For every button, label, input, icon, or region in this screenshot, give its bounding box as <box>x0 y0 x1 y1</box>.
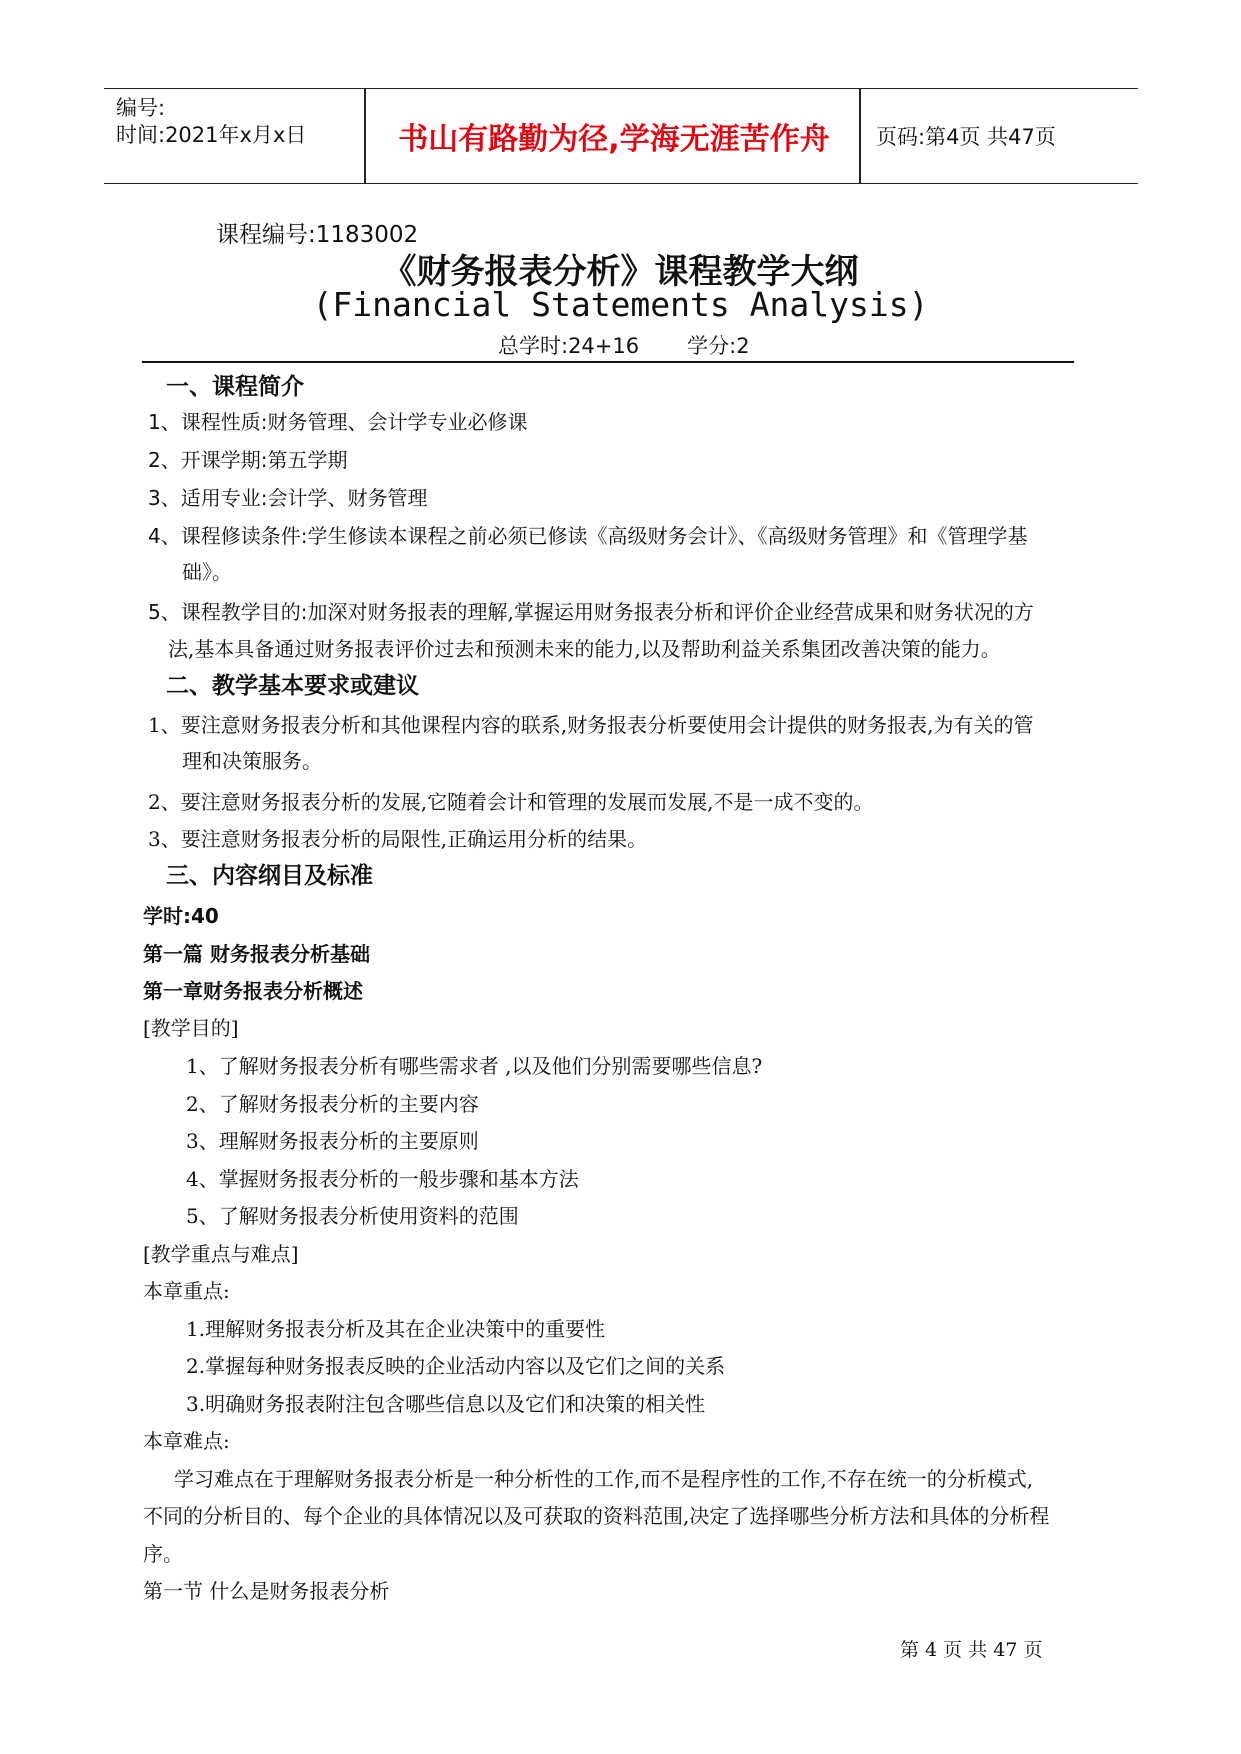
course-hours: 总学时:24+16 <box>498 334 640 358</box>
item-label: 5、课程教学目的: <box>148 600 308 624</box>
course-hours-credits <box>498 330 750 360</box>
subheading: [教学目的] <box>143 1016 239 1040</box>
subheading: [教学重点与难点] <box>143 1242 299 1266</box>
item-continuation: 础》。 <box>182 560 232 584</box>
list-item: 2、了解财务报表分析的主要内容 <box>186 1092 479 1116</box>
item-label: 1、课程性质: <box>148 410 268 434</box>
list-item: 2.掌握每种财务报表反映的企业活动内容以及它们之间的关系 <box>186 1354 726 1378</box>
list-item: 3、要注意财务报表分析的局限性,正确运用分析的结果。 <box>148 827 648 851</box>
title-divider <box>142 361 1074 363</box>
course-code: 课程编号:1183002 <box>216 222 419 248</box>
header-motto: 书山有路勤为径,学海无涯苦作舟 <box>398 122 830 157</box>
page-subtitle: (Financial Statements Analysis) <box>312 285 929 324</box>
section-title: 第一节 什么是财务报表分析 <box>143 1579 390 1603</box>
paragraph-line: 序。 <box>143 1542 183 1566</box>
course-credits: 学分:2 <box>687 334 750 358</box>
header-divider <box>859 89 861 183</box>
header-page: 页码:第4页 共47页 <box>876 125 1056 149</box>
item-text: 第五学期 <box>267 448 348 472</box>
list-item: 1、了解财务报表分析有哪些需求者 ,以及他们分别需要哪些信息? <box>186 1054 763 1078</box>
list-item: 5、了解财务报表分析使用资料的范围 <box>186 1204 519 1228</box>
list-item: 4、掌握财务报表分析的一般步骤和基本方法 <box>186 1167 579 1191</box>
chapter-title: 第一章财务报表分析概述 <box>143 979 363 1003</box>
page-title: 《财务报表分析》课程教学大纲 <box>382 252 859 292</box>
item-label: 4、课程修读条件: <box>148 524 308 548</box>
list-item: 1、要注意财务报表分析和其他课程内容的联系,财务报表分析要使用会计提供的财务报表,为有关的管 <box>148 713 1034 737</box>
total-hours: 学时:40 <box>143 904 219 928</box>
subheading: 本章重点: <box>143 1279 230 1303</box>
list-item <box>148 520 1027 549</box>
list-item <box>148 596 1034 625</box>
list-item: 3、理解财务报表分析的主要原则 <box>186 1129 479 1153</box>
list-item: 1.理解财务报表分析及其在企业决策中的重要性 <box>186 1317 606 1341</box>
paragraph-line: 不同的分析目的、每个企业的具体情况以及可获取的资料范围,决定了选择哪些分析方法和具体的分析程 <box>143 1504 1050 1528</box>
list-item: 3.明确财务报表附注包含哪些信息以及它们和决策的相关性 <box>186 1392 706 1416</box>
item-text: 学生修读本课程之前必须已修读《高级财务会计》、《高级财务管理》和《管理学基 <box>307 524 1028 548</box>
section-heading: 二、教学基本要求或建议 <box>166 673 419 699</box>
item-label: 2、开课学期: <box>148 448 268 472</box>
page-header <box>104 88 1138 184</box>
section-heading: 三、内容纲目及标准 <box>166 863 373 889</box>
header-number: 编号: <box>116 96 166 120</box>
list-item <box>148 406 527 435</box>
list-item: 2、要注意财务报表分析的发展,它随着会计和管理的发展而发展,不是一成不变的。 <box>148 790 874 814</box>
item-text: 会计学、财务管理 <box>267 486 428 510</box>
paragraph-line: 学习难点在于理解财务报表分析是一种分析性的工作,而不是程序性的工作,不存在统一的分析模式, <box>174 1467 1034 1491</box>
item-label: 3、适用专业: <box>148 486 268 510</box>
item-continuation: 理和决策服务。 <box>182 749 322 773</box>
item-text: 财务管理、会计学专业必修课 <box>267 410 528 434</box>
list-item <box>148 482 427 511</box>
header-meta <box>116 95 306 149</box>
part-title: 第一篇 财务报表分析基础 <box>143 942 370 966</box>
header-divider <box>364 89 366 183</box>
section-heading: 一、课程简介 <box>166 374 304 400</box>
item-continuation: 法,基本具备通过财务报表评价过去和预测未来的能力,以及帮助利益关系集团改善决策的能力。 <box>168 637 1001 661</box>
list-item <box>148 444 347 473</box>
header-time: 时间:2021年x月x日 <box>116 123 307 147</box>
item-text: 加深对财务报表的理解,掌握运用财务报表分析和评价企业经营成果和财务状况的方 <box>307 600 1034 624</box>
page-footer: 第 4 页 共 47 页 <box>900 1639 1043 1661</box>
subheading: 本章难点: <box>143 1429 230 1453</box>
